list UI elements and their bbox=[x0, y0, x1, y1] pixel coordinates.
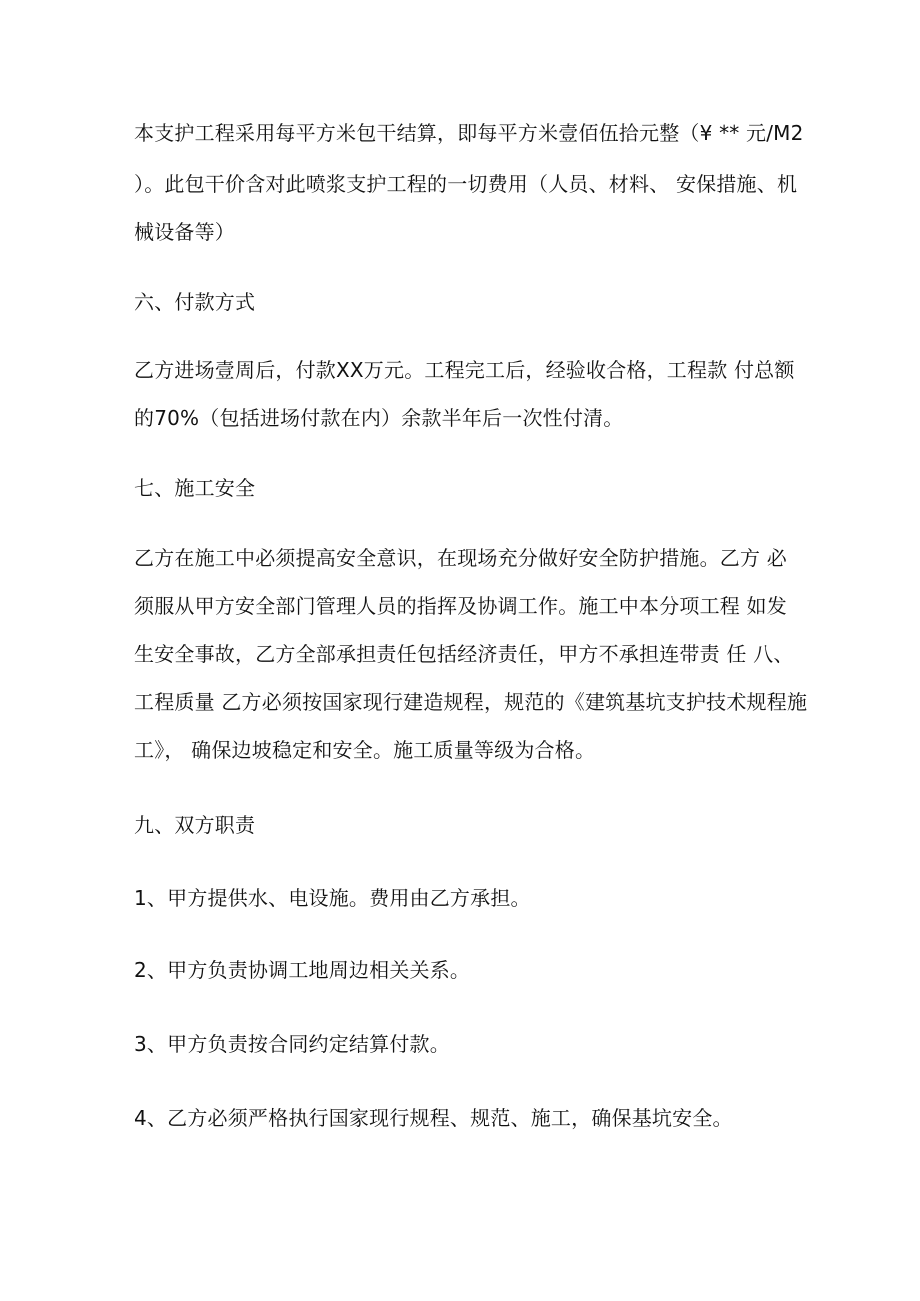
safety-terms-line-2: 须服从甲方安全部门管理人员的指挥及协调工作。施工中本分项工程 如发 bbox=[134, 594, 787, 618]
duty-item-2: 2、甲方负责协调工地周边相关关系。 bbox=[134, 958, 471, 982]
payment-basis-line-1: 本支护工程采用每平方米包干结算，即每平方米壹佰伍拾元整（¥ ** 元/M2 bbox=[134, 121, 804, 145]
payment-terms-line-1: 乙方进场壹周后，付款XX万元。工程完工后，经验收合格，工程款 付总额 bbox=[134, 358, 795, 382]
payment-basis-line-2: ）。此包干价含对此喷浆支护工程的一切费用（人员、材料、 安保措施、机 bbox=[134, 172, 798, 196]
section-heading-duties: 九、双方职责 bbox=[134, 813, 256, 837]
section-heading-safety: 七、施工安全 bbox=[134, 476, 256, 500]
safety-terms-line-3: 生安全事故，乙方全部承担责任包括经济责任，甲方不承担连带责 任 八、 bbox=[134, 642, 794, 666]
duty-item-1: 1、甲方提供水、电设施。费用由乙方承担。 bbox=[134, 886, 531, 910]
safety-terms-line-4: 工程质量 乙方必须按国家现行建造规程，规范的《建筑基坑支护技术规程施 bbox=[134, 690, 808, 714]
duty-item-4: 4、乙方必须严格执行国家现行规程、规范、施工，确保基坑安全。 bbox=[134, 1106, 733, 1130]
safety-terms-line-1: 乙方在施工中必须提高安全意识，在现场充分做好安全防护措施。乙方 必 bbox=[134, 546, 787, 570]
safety-terms-line-5: 工》， 确保边坡稳定和安全。施工质量等级为合格。 bbox=[134, 738, 596, 762]
payment-terms-line-2: 的70%（包括进场付款在内）余款半年后一次性付清。 bbox=[134, 406, 624, 430]
duty-item-3: 3、甲方负责按合同约定结算付款。 bbox=[134, 1032, 450, 1056]
section-heading-payment: 六、付款方式 bbox=[134, 290, 256, 314]
payment-basis-line-3: 械设备等） bbox=[134, 220, 235, 244]
